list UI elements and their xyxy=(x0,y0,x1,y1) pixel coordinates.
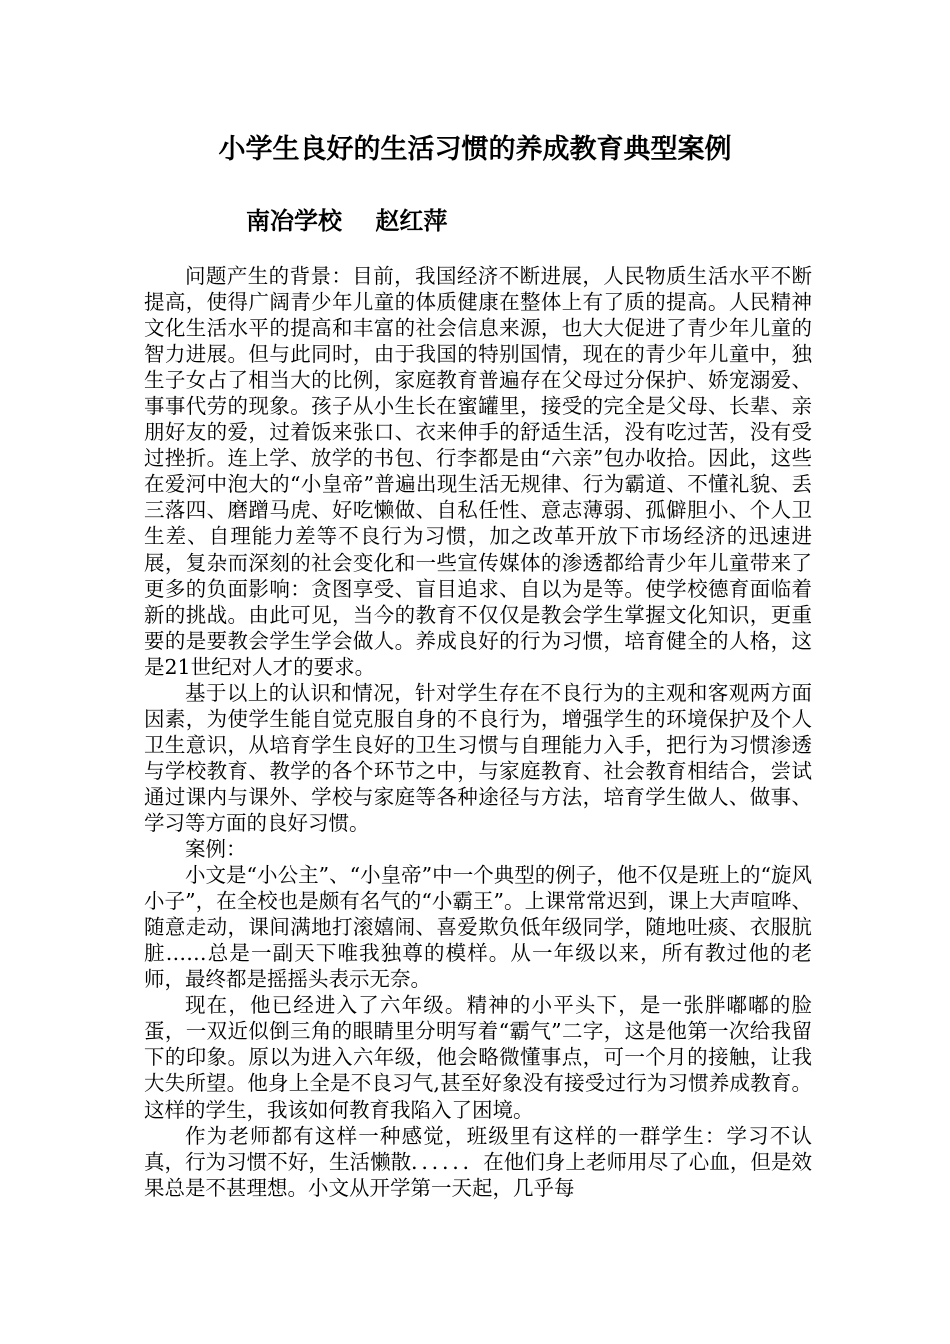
document-title: 小学生良好的生活习惯的养成教育典型案例 xyxy=(218,134,732,165)
paragraph-case-now: 现在，他已经进入了六年级。精神的小平头下，是一张胖嘟嘟的脸蛋，一双近似倒三角的眼睛里分明写着“霸气”二字，这是他第一次给我留下的印象。原以为进入六年级，他会略微懂事点，可一个月的接触，让我大失所望。他身上全是不良习气,甚至好象没有接受过行为习惯养成教育。这样的学生，我该如何教育我陷入了困境。 xyxy=(144,993,812,1122)
document-body xyxy=(144,263,812,1201)
paragraph-background: 问题产生的背景：目前，我国经济不断进展，人民物质生活水平不断提高，使得广阔青少年儿童的体质健康在整体上有了质的提高。人民精神文化生活水平的提高和丰富的社会信息来源，也大大促进了青少年儿童的智力进展。但与此同时，由于我国的特别国情，现在的青少年儿童中，独生子女占了相当大的比例，家庭教育普遍存在父母过分保护、娇宠溺爱、事事代劳的现象。孩子从小生长在蜜罐里，接受的完全是父母、长辈、亲朋好友的爱，过着饭来张口、衣来伸手的舒适生活，没有吃过苦，没有受过挫折。连上学、放学的书包、行李都是由“六亲”包办收拾。因此，这些在爱河中泡大的“小皇帝”普遍出现生活无规律、行为霸道、不懂礼貌、丢三落四、磨蹭马虎、好吃懒做、自私任性、意志薄弱、孤僻胆小、个人卫生差、自理能力差等不良行为习惯，加之改革开放下市场经济的迅速进展，复杂而深刻的社会变化和一些宣传媒体的渗透都给青少年儿童带来了更多的负面影响：贪图享受、盲目追求、自以为是等。使学校德育面临着新的挑战。由此可见，当今的教育不仅仅是教会学生掌握文化知识，更重要的是要教会学生学会做人。养成良好的行为习惯，培育健全的人格，这是21世纪对人才的要求。 xyxy=(144,264,812,679)
paragraph-case-intro: 小文是“小公主”、“小皇帝”中一个典型的例子，他不仅是班上的“旋风小子”，在全校也是颇有名气的“小霸王”。上课常常迟到，课上大声喧哗、随意走动，课间满地打滚嬉闹、喜爱欺负低年级同学，随地吐痰、衣服肮脏……总是一副天下唯我独尊的模样。从一年级以来，所有教过他的老师，最终都是摇摇头表示无奈。 xyxy=(144,863,812,992)
paragraph-teacher-feeling: 作为老师都有这样一种感觉，班级里有这样的一群学生：学习不认真，行为习惯不好，生活懒散．．．．．．在他们身上老师用尽了心血，但是效果总是不甚理想。小文从开学第一天起，几乎每 xyxy=(144,1123,812,1200)
case-label: 案例： xyxy=(185,837,247,862)
paragraph-approach: 基于以上的认识和情况，针对学生存在不良行为的主观和客观两方面因素，为使学生能自觉克服自身的不良行为，增强学生的环境保护及个人卫生意识，从培育学生良好的卫生习惯与自理能力入手，把行为习惯渗透与学校教育、教学的各个环节之中，与家庭教育、社会教育相结合，尝试通过课内与课外、学校与家庭等各种途径与方法，培育学生做人、做事、学习等方面的良好习惯。 xyxy=(144,680,812,835)
author-byline: 南冶学校 赵红萍 xyxy=(246,207,448,235)
